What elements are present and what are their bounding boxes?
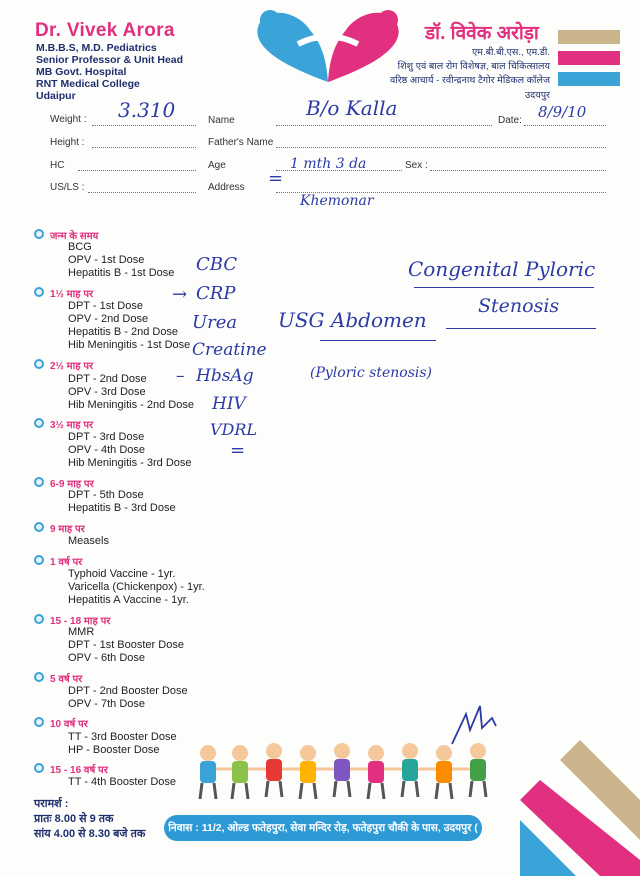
schedule-head-1y: 1 वर्ष पर [50, 557, 83, 568]
schedule-item: TT - 3rd Booster Dose [68, 731, 177, 743]
hw-paren-note: (Pyloric stenosis) [310, 365, 433, 381]
specialty-hi: शिशु एवं बाल रोग विशेषज्ञ, बाल चिकित्सालय [397, 61, 550, 72]
schedule-item: Varicella (Chickenpox) - 1yr. [68, 581, 205, 593]
schedule-head-1-5m: 1½ माह पर [50, 289, 94, 300]
usls-line [88, 192, 196, 193]
address-bar: निवास : 11/2, ओल्ड फतेहपुरा, सेवा मन्दिर रोड़, फतेहपुरा चौकी के पास, उदयपुर ( राज. ) [164, 815, 482, 841]
usls-label: US/LS : [50, 182, 85, 193]
name-label: Name [208, 115, 235, 126]
city: Udaipur [36, 90, 76, 102]
hw-name: B/o Kalla [306, 96, 398, 120]
schedule-item: Hib Meningitis - 3rd Dose [68, 457, 192, 469]
schedule-item: DPT - 5th Dose [68, 489, 144, 501]
schedule-item: Hepatitis B - 1st Dose [68, 267, 175, 279]
date-line [524, 125, 606, 126]
hospital: MB Govt. Hospital [36, 66, 127, 78]
schedule-bullet [34, 717, 44, 727]
schedule-head-9m: 9 माह पर [50, 524, 85, 535]
schedule-item: Hepatitis B - 2nd Dose [68, 326, 179, 338]
qualification-hi: एम.बी.बी.एस., एम.डी. [472, 47, 550, 58]
hw-date: 8/9/10 [538, 103, 587, 121]
hw-usg-underline [320, 340, 436, 341]
hw-diagnosis-underline [414, 287, 594, 288]
hc-line [78, 170, 196, 171]
schedule-bullet [34, 555, 44, 565]
schedule-bullet [34, 359, 44, 369]
schedule-head-15-18m: 15 - 18 माह पर [50, 616, 111, 627]
hw-address: Khemonar [300, 193, 374, 209]
schedule-head-2-5m: 2½ माह पर [50, 361, 94, 372]
schedule-bullet [34, 614, 44, 624]
date-label: Date: [498, 115, 522, 126]
schedule-item: OPV - 4th Dose [68, 444, 146, 456]
hw-equals-mark: = [268, 168, 284, 189]
schedule-item: Hepatitis B - 3rd Dose [68, 502, 176, 514]
corner-decoration [520, 740, 640, 876]
height-line [92, 147, 196, 148]
doctor-name-hi: डॉ. विवेक अरोड़ा [425, 23, 539, 44]
schedule-item: DPT - 3rd Dose [68, 431, 145, 443]
schedule-item: OPV - 3rd Dose [68, 386, 146, 398]
city-hi: उदयपुर [524, 90, 550, 101]
hw-note-hbsag: HbsAg [196, 366, 254, 386]
schedule-item: Measels [68, 535, 109, 547]
consult-label: परामर्श : [34, 798, 69, 810]
schedule-head-15-16y: 15 - 16 वर्ष पर [50, 765, 108, 776]
designation: Senior Professor & Unit Head [36, 54, 184, 66]
weight-label: Weight : [50, 114, 87, 125]
sex-label: Sex : [405, 160, 428, 171]
schedule-item: DPT - 2nd Booster Dose [68, 685, 188, 697]
evening-timing: सांय 4.00 से 8.30 बजे तक [34, 828, 146, 840]
schedule-item: DPT - 2nd Dose [68, 373, 147, 385]
stripe-tan [558, 30, 620, 44]
hw-note-vdrl: VDRL [210, 420, 258, 439]
schedule-head-3-5m: 3½ माह पर [50, 420, 94, 431]
hw-note-hiv: HIV [212, 394, 246, 414]
hw-stenosis-underline [446, 328, 596, 329]
hw-note-cbc: CBC [196, 254, 238, 275]
schedule-item: HP - Booster Dose [68, 744, 160, 756]
hw-note-arrow: → [172, 284, 188, 305]
morning-timing: प्रातः 8.00 से 9 तक [34, 813, 114, 825]
hc-label: HC [50, 160, 65, 171]
schedule-item: DPT - 1st Dose [68, 300, 143, 312]
schedule-item: MMR [68, 626, 95, 638]
schedule-bullet [34, 287, 44, 297]
schedule-bullet [34, 477, 44, 487]
hw-usg: USG Abdomen [278, 308, 427, 332]
stripe-pink [558, 51, 620, 65]
schedule-item: Typhoid Vaccine - 1yr. [68, 568, 176, 580]
schedule-item: OPV - 7th Dose [68, 698, 146, 710]
address-label: Address [208, 182, 245, 193]
schedule-bullet [34, 418, 44, 428]
schedule-head-birth: जन्म के समय [50, 231, 99, 242]
hw-diagnosis-1: Congenital Pyloric [408, 257, 596, 281]
hw-age: 1 mth 3 da [290, 156, 367, 172]
schedule-item: OPV - 1st Dose [68, 254, 145, 266]
hw-note-urea: Urea [192, 312, 238, 333]
schedule-item: TT - 4th Booster Dose [68, 776, 177, 788]
schedule-head-6-9m: 6-9 माह पर [50, 479, 94, 490]
doctor-name-en: Dr. Vivek Arora [35, 20, 175, 41]
children-illustration [192, 735, 507, 807]
schedule-bullet [34, 763, 44, 773]
schedule-bullet [34, 229, 44, 239]
weight-line [92, 125, 196, 126]
hw-note-dash: – [176, 366, 185, 386]
schedule-item: OPV - 2nd Dose [68, 313, 149, 325]
schedule-item: Hepatitis A Vaccine - 1yr. [68, 594, 189, 606]
height-label: Height : [50, 137, 85, 148]
qualification: M.B.B.S, M.D. Pediatrics [36, 42, 157, 54]
schedule-item: Hib Meningitis - 2nd Dose [68, 399, 194, 411]
sex-line [430, 170, 606, 171]
hw-weight: 3.310 [118, 98, 176, 122]
father-line [276, 147, 606, 148]
schedule-item: BCG [68, 241, 92, 253]
college: RNT Medical College [36, 78, 140, 90]
hw-diagnosis-2: Stenosis [478, 295, 560, 317]
designation-hi: वरिष्ठ आचार्य - रवीन्द्रनाथ टैगोर मेडिकल कॉलेज [389, 75, 550, 86]
hw-note-equals: = [230, 440, 246, 461]
schedule-item: DPT - 1st Booster Dose [68, 639, 184, 651]
schedule-bullet [34, 522, 44, 532]
schedule-item: OPV - 6th Dose [68, 652, 146, 664]
schedule-head-10y: 10 वर्ष पर [50, 719, 88, 730]
hw-note-creat: Creatine [192, 340, 267, 360]
hw-note-crp: CRP [196, 283, 236, 304]
name-line [276, 125, 492, 126]
age-label: Age [208, 160, 226, 171]
schedule-bullet [34, 672, 44, 682]
schedule-item: Hib Meningitis - 1st Dose [68, 339, 191, 351]
father-label: Father's Name [208, 137, 274, 148]
schedule-head-5y: 5 वर्ष पर [50, 674, 83, 685]
stripe-blue [558, 72, 620, 86]
